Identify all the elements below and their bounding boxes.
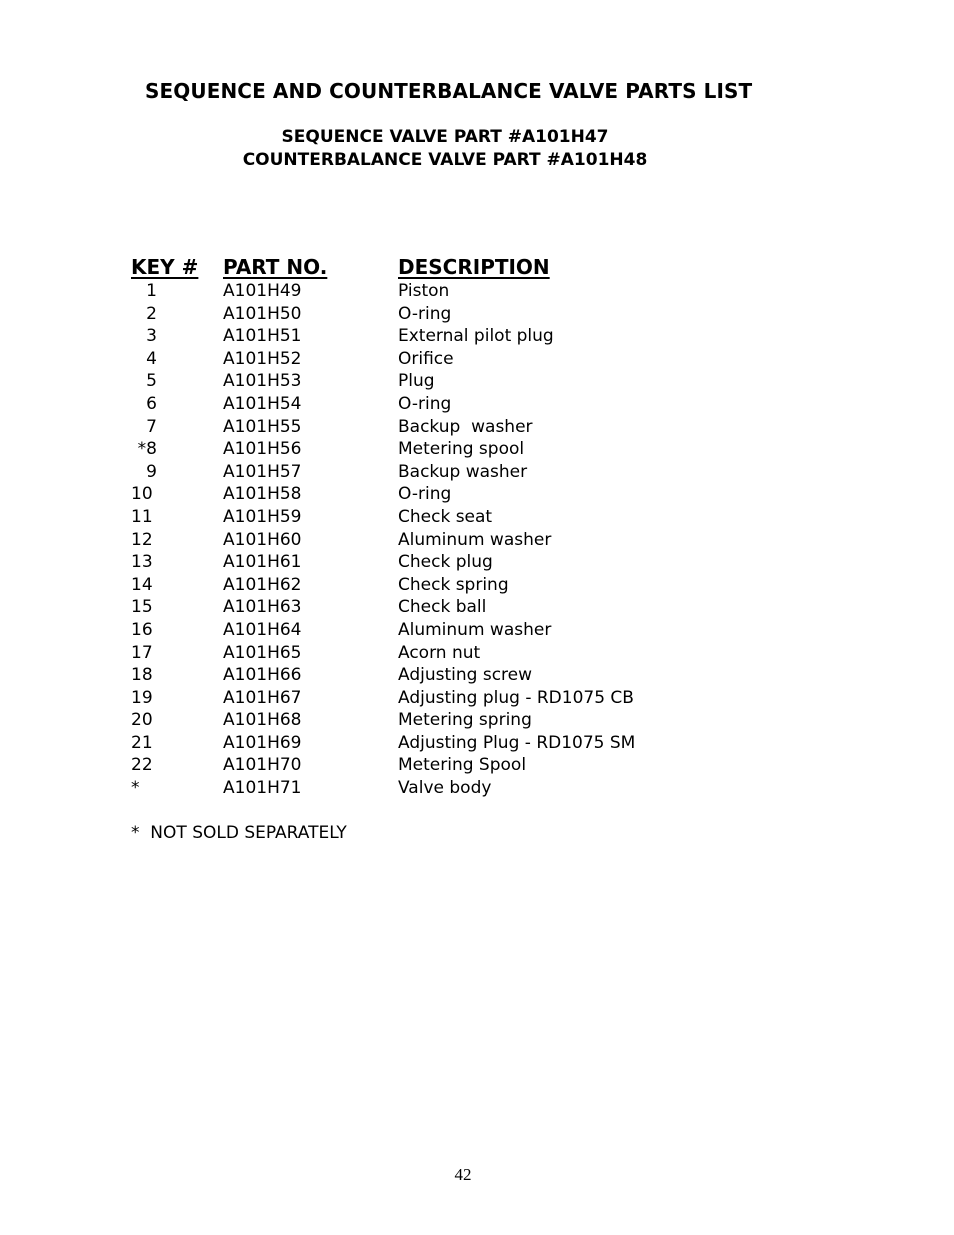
row-key-number: 1	[146, 281, 157, 301]
table-row	[0, 280, 954, 303]
table-row	[0, 325, 954, 348]
row-description: Aluminum washer	[398, 529, 552, 550]
table-row	[0, 303, 954, 326]
row-part-number: A101H71	[223, 778, 302, 799]
row-description: Aluminum washer	[398, 619, 552, 640]
row-description: Plug	[398, 371, 435, 392]
row-key-number: 9	[146, 461, 157, 482]
page-title: SEQUENCE AND COUNTERBALANCE VALVE PARTS LIST	[145, 79, 753, 103]
row-description: Orifice	[398, 348, 454, 369]
row-description: O-ring	[398, 303, 452, 324]
row-part-number: A101H70	[223, 755, 302, 776]
subtitle-counterbalance-valve: COUNTERBALANCE VALVE PART #A101H48	[242, 150, 648, 170]
table-row	[0, 529, 954, 552]
row-description: Piston	[398, 281, 450, 301]
row-key-number: 16	[131, 619, 153, 640]
row-key-number: 19	[131, 687, 153, 708]
table-row	[0, 619, 954, 642]
row-key-number: 5	[146, 371, 157, 392]
table-row	[0, 574, 954, 597]
row-description: External pilot plug	[398, 326, 554, 347]
row-description: Check plug	[398, 552, 493, 573]
table-row	[0, 551, 954, 574]
row-description: Metering Spool	[398, 755, 527, 776]
row-description: Metering spool	[398, 439, 525, 460]
row-key-number: 14	[131, 574, 153, 595]
table-row	[0, 461, 954, 484]
row-part-number: A101H67	[223, 687, 302, 708]
row-part-number: A101H56	[223, 439, 302, 460]
row-key-number: 6	[146, 393, 157, 414]
row-part-number: A101H54	[223, 393, 302, 414]
row-part-number: A101H59	[223, 506, 302, 527]
row-part-number: A101H50	[223, 303, 302, 324]
row-part-number: A101H60	[223, 529, 302, 550]
row-key-number: 17	[131, 642, 153, 663]
row-key-number: 3	[146, 326, 157, 347]
table-row	[0, 483, 954, 506]
table-row	[0, 777, 954, 800]
row-description: Check ball	[398, 597, 487, 618]
table-row	[0, 754, 954, 777]
row-part-number: A101H57	[223, 461, 302, 482]
row-description: Adjusting screw	[398, 665, 533, 686]
table-row	[0, 370, 954, 393]
row-description: Backup washer	[398, 461, 528, 482]
row-description: O-ring	[398, 393, 452, 414]
table-row	[0, 596, 954, 619]
table-row	[0, 664, 954, 687]
row-key-number: 12	[131, 529, 153, 550]
row-description: Check spring	[398, 574, 509, 595]
parts-table	[0, 280, 954, 800]
row-key-number: 10	[131, 484, 153, 505]
row-key-number: *	[131, 778, 140, 799]
row-part-number: A101H55	[223, 416, 302, 437]
page-number: 42	[454, 1165, 472, 1184]
row-key-number: 20	[131, 710, 153, 731]
row-part-number: A101H69	[223, 732, 302, 753]
row-part-number: A101H66	[223, 665, 302, 686]
row-description: Adjusting Plug - RD1075 SM	[398, 732, 636, 753]
table-row	[0, 506, 954, 529]
row-key-number: 15	[131, 597, 153, 618]
row-description: Metering spring	[398, 710, 532, 731]
row-description: Check seat	[398, 506, 493, 527]
row-part-number: A101H68	[223, 710, 302, 731]
row-description: Valve body	[398, 778, 492, 799]
row-key-number: 13	[131, 552, 153, 573]
row-description: Adjusting plug - RD1075 CB	[398, 687, 634, 708]
column-header-part-no: PART NO.	[223, 255, 328, 279]
row-part-number: A101H63	[223, 597, 302, 618]
row-part-number: A101H64	[223, 619, 302, 640]
table-row	[0, 709, 954, 732]
row-description: O-ring	[398, 484, 452, 505]
row-key-number: 21	[131, 732, 153, 753]
row-description: Acorn nut	[398, 642, 481, 663]
table-row	[0, 416, 954, 439]
column-header-key: KEY #	[131, 255, 199, 279]
subtitle-sequence-valve: SEQUENCE VALVE PART #A101H47	[281, 127, 609, 147]
row-key-number: 22	[131, 755, 153, 776]
row-key-number: 7	[146, 416, 157, 437]
row-key-number: 4	[146, 348, 157, 369]
row-part-number: A101H65	[223, 642, 302, 663]
row-part-number: A101H62	[223, 574, 302, 595]
row-part-number: A101H61	[223, 552, 302, 573]
row-key-number: 11	[131, 506, 153, 527]
table-row	[0, 438, 954, 461]
row-part-number: A101H49	[223, 281, 302, 301]
row-key-number: 2	[146, 303, 157, 324]
table-row	[0, 348, 954, 371]
column-header-description: DESCRIPTION	[398, 255, 550, 279]
table-row	[0, 732, 954, 755]
row-description: Backup washer	[398, 416, 533, 437]
row-key-number: *8	[137, 439, 157, 460]
row-part-number: A101H52	[223, 348, 302, 369]
row-part-number: A101H58	[223, 484, 302, 505]
footnote: * NOT SOLD SEPARATELY	[131, 823, 347, 843]
row-part-number: A101H53	[223, 371, 302, 392]
table-row	[0, 393, 954, 416]
table-row	[0, 687, 954, 710]
row-part-number: A101H51	[223, 326, 302, 347]
row-key-number: 18	[131, 665, 153, 686]
table-row	[0, 642, 954, 665]
